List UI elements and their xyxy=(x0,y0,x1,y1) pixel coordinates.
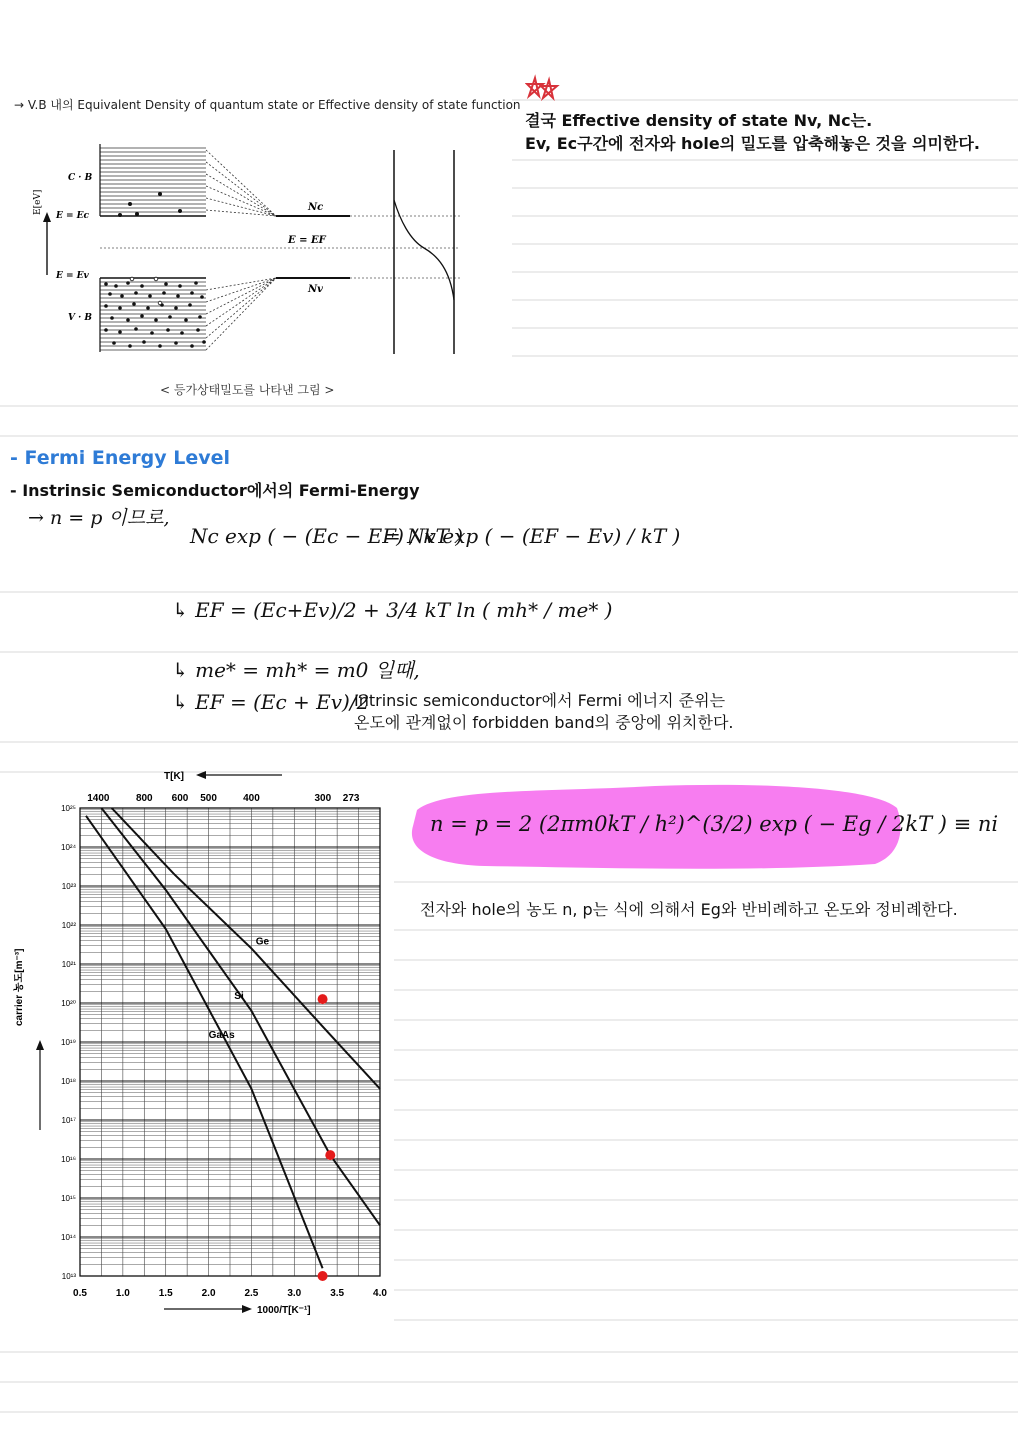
x-tick-label: 3.0 xyxy=(287,1288,302,1299)
y-tick-label: 10¹³ xyxy=(61,1272,76,1281)
y-axis-title: carrier 농도[m⁻³] xyxy=(14,948,25,1026)
x-tick-label: 1.5 xyxy=(158,1288,173,1299)
label-ec: E = Ec xyxy=(56,211,90,221)
y-tick-label: 10²⁰ xyxy=(61,999,76,1008)
carrier-concentration-note: 전자와 hole의 농도 n, p는 식에 의해서 Eg와 반비례하고 온도와 정비례한다. xyxy=(420,900,958,919)
label-nc: Nc xyxy=(308,202,324,213)
y-axis-arrow-head xyxy=(36,1040,44,1050)
x-axis-arrow-head xyxy=(242,1305,252,1313)
diagram-title-caption: → V.B 내의 Equivalent Density of quantum state or Effective density of state function xyxy=(14,98,521,112)
label-cb: C · B xyxy=(68,173,93,183)
note-title: 결국 Effective density of state Nv, Nc는. xyxy=(525,111,873,130)
x-axis-title: 1000/T[K⁻¹] xyxy=(257,1305,311,1316)
x-tick-label: 0.5 xyxy=(73,1288,87,1299)
highlighted-equation: n = p = 2 (2πm0kT / h²)^(3/2) exp ( − Eg / 2kT ) ≡ ni xyxy=(430,812,999,836)
y-tick-label: 10²¹ xyxy=(61,960,76,969)
top-axis-title: T[K] xyxy=(164,771,184,782)
top-axis-tick-label: 400 xyxy=(243,793,260,804)
top-axis-tick-label: 500 xyxy=(200,793,217,804)
note-subtitle: Ev, Ec구간에 전자와 hole의 밀도를 압축해놓은 것을 의미한다. xyxy=(525,134,980,153)
series-label-si: Si xyxy=(234,991,244,1003)
label-nv: Nv xyxy=(308,284,323,295)
handwritten-eq1-left: Nc exp ( − (Ec − EF) / kT ) xyxy=(190,524,464,548)
handwritten-eq2: ↳ EF = (Ec+Ev)/2 + 3/4 kT ln ( mh* / me* ) xyxy=(172,598,613,622)
marker-gaas xyxy=(318,1271,328,1281)
top-axis-tick-label: 1400 xyxy=(87,793,110,804)
series-label-ge: Ge xyxy=(255,936,270,948)
x-tick-label: 3.5 xyxy=(330,1288,345,1299)
intrinsic-note-line1: Intrinsic semiconductor에서 Fermi 에너지 준위는 xyxy=(354,691,726,710)
y-tick-label: 10²² xyxy=(61,921,76,930)
intrinsic-note-line2: 온도에 관계없이 forbidden band의 중앙에 위치한다. xyxy=(354,713,734,732)
handwritten-eq3: ↳ me* = mh* = m0 일때, xyxy=(172,658,420,682)
series-label-gaas: GaAs xyxy=(208,1030,235,1042)
y-tick-label: 10¹⁹ xyxy=(61,1038,76,1047)
marker-ge xyxy=(318,994,328,1004)
handwritten-eq4: ↳ EF = (Ec + Ev)/2 xyxy=(172,690,370,714)
top-axis-tick-label: 600 xyxy=(171,793,189,804)
top-axis-tick-label: 300 xyxy=(314,793,332,804)
section-title-fermi: - Fermi Energy Level xyxy=(10,447,231,469)
y-tick-label: 10¹⁸ xyxy=(61,1077,76,1086)
carrier-concentration-chart xyxy=(0,760,400,1330)
label-vb: V · B xyxy=(68,313,92,323)
y-tick-label: 10¹⁴ xyxy=(61,1233,76,1242)
energy-axis-label: E[eV] xyxy=(33,189,43,215)
x-tick-label: 1.0 xyxy=(115,1288,130,1299)
band-diagram xyxy=(20,140,480,365)
top-axis-arrow-head xyxy=(196,771,206,779)
x-tick-label: 2.5 xyxy=(244,1288,259,1299)
label-ev: E = Ev xyxy=(56,271,89,281)
marker-si xyxy=(325,1150,335,1160)
handwritten-eq1-right: = Nv exp ( − (EF − Ev) / kT ) xyxy=(384,524,681,548)
y-tick-label: 10²⁵ xyxy=(61,804,76,813)
y-tick-label: 10¹⁷ xyxy=(61,1116,76,1125)
section-subtitle-intrinsic: - Instrinsic Semiconductor에서의 Fermi-Energy xyxy=(10,481,420,500)
label-ef: E = EF xyxy=(288,235,326,246)
y-tick-label: 10¹⁵ xyxy=(61,1194,76,1203)
top-axis-tick-label: 800 xyxy=(135,793,153,804)
series-line-ge xyxy=(112,808,380,1089)
top-axis-tick-label: 273 xyxy=(342,793,360,804)
x-tick-label: 2.0 xyxy=(201,1288,216,1299)
y-tick-label: 10¹⁶ xyxy=(61,1155,76,1164)
x-tick-label: 4.0 xyxy=(373,1288,387,1299)
star-doodle-icon xyxy=(525,74,563,102)
handwritten-step1: → n = p 이므로, xyxy=(28,507,170,529)
band-diagram-caption: < 등가상태밀도를 나타낸 그림 > xyxy=(160,383,335,397)
y-tick-label: 10²⁴ xyxy=(61,843,76,852)
y-tick-label: 10²³ xyxy=(61,882,76,891)
